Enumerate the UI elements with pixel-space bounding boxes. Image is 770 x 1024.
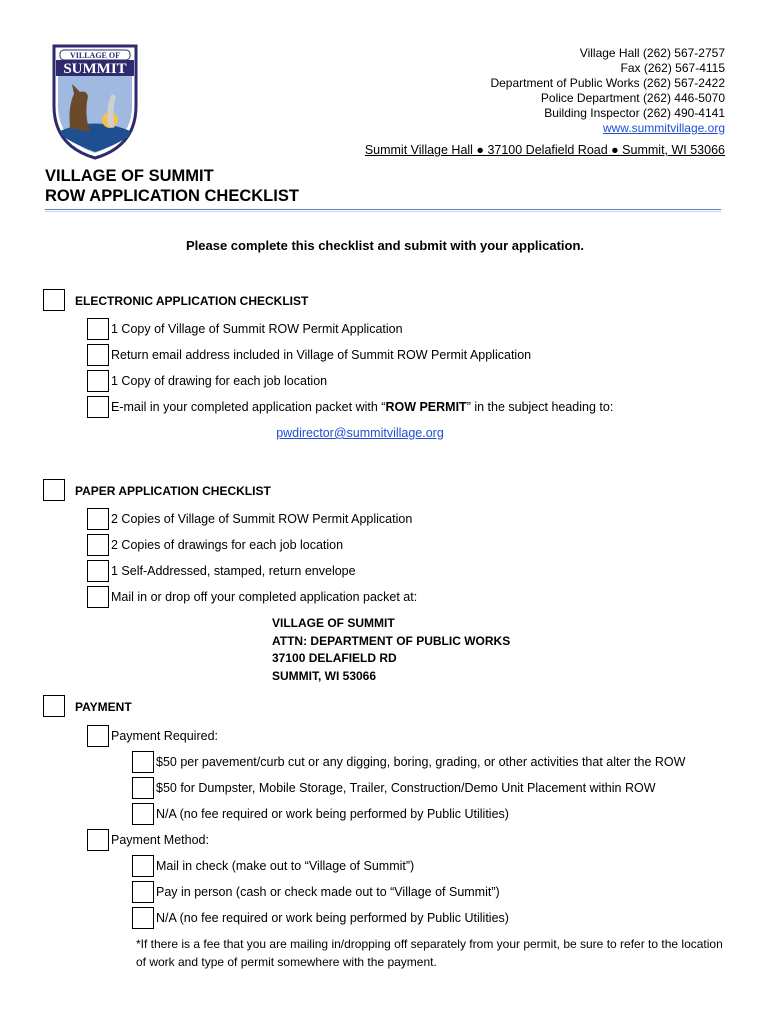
email-item-prefix: E-mail in your completed application packet with “ xyxy=(111,400,386,414)
paper-item: 2 Copies of drawings for each job location xyxy=(111,538,344,552)
electronic-item-checkbox[interactable] xyxy=(87,318,109,340)
payment-method-item-checkbox[interactable] xyxy=(132,881,154,903)
title-divider-light xyxy=(45,211,721,212)
dpw-phone: Department of Public Works (262) 567-2422 xyxy=(490,76,725,90)
village-address: Summit Village Hall ● 37100 Delafield Road ● Summit, WI 53066 xyxy=(364,143,725,157)
paper-item-checkbox[interactable] xyxy=(87,560,109,582)
paper-item-checkbox[interactable] xyxy=(87,586,109,608)
payment-required-item-checkbox[interactable] xyxy=(132,777,154,799)
title-line-2: ROW APPLICATION CHECKLIST xyxy=(45,187,299,205)
pwdirector-email-link[interactable]: pwdirector@summitvillage.org xyxy=(276,426,444,440)
mail-line: 37100 DELAFIELD RD xyxy=(272,651,397,665)
village-hall-phone: Village Hall (262) 567-2757 xyxy=(579,46,725,60)
paper-item-checkbox[interactable] xyxy=(87,534,109,556)
payment-required-item-checkbox[interactable] xyxy=(132,751,154,773)
payment-required-label: Payment Required: xyxy=(111,729,219,743)
payment-method-checkbox[interactable] xyxy=(87,829,109,851)
contact-block xyxy=(490,46,725,136)
payment-required-item: $50 for Dumpster, Mobile Storage, Trailer, Construction/Demo Unit Placement within ROW xyxy=(156,781,656,795)
instruction-text: Please complete this checklist and submit with your application. xyxy=(185,238,585,253)
electronic-item: Return email address included in Village of Summit ROW Permit Application xyxy=(111,348,532,362)
paper-item: Mail in or drop off your completed application packet at: xyxy=(111,590,418,604)
village-logo xyxy=(50,36,140,160)
paper-header: PAPER APPLICATION CHECKLIST xyxy=(75,484,271,498)
payment-method-item: Pay in person (cash or check made out to “Village of Summit”) xyxy=(156,885,500,899)
website-link[interactable]: www.summitvillage.org xyxy=(602,121,725,135)
payment-required-item: $50 per pavement/curb cut or any digging, boring, grading, or other activities that alter the ROW xyxy=(156,755,686,769)
payment-required-item-checkbox[interactable] xyxy=(132,803,154,825)
fax-number: Fax (262) 567-4115 xyxy=(620,61,725,75)
electronic-item-checkbox[interactable] xyxy=(87,370,109,392)
paper-item-checkbox[interactable] xyxy=(87,508,109,530)
payment-header: PAYMENT xyxy=(75,700,132,714)
building-inspector-phone: Building Inspector (262) 490-4141 xyxy=(544,106,725,120)
paper-item: 1 Self-Addressed, stamped, return envelope xyxy=(111,564,356,578)
payment-required-item: N/A (no fee required or work being performed by Public Utilities) xyxy=(156,807,509,821)
mail-line: ATTN: DEPARTMENT OF PUBLIC WORKS xyxy=(272,633,511,648)
mail-line: SUMMIT, WI 53066 xyxy=(272,668,377,683)
paper-item: 2 Copies of Village of Summit ROW Permit Application xyxy=(111,512,413,526)
electronic-item-checkbox[interactable] xyxy=(87,344,109,366)
page-title xyxy=(45,166,299,206)
electronic-item: 1 Copy of Village of Summit ROW Permit Application xyxy=(111,322,403,336)
electronic-checkbox[interactable] xyxy=(43,289,65,311)
title-divider xyxy=(45,209,721,210)
mail-line: VILLAGE OF SUMMIT xyxy=(272,616,395,630)
police-phone: Police Department (262) 446-5070 xyxy=(540,91,725,105)
payment-method-item-checkbox[interactable] xyxy=(132,907,154,929)
electronic-email-item xyxy=(111,400,613,414)
payment-note: *If there is a fee that you are mailing in/dropping off separately from your permit, be sure to refer to the location of work and type of permit somewhere with the payment. xyxy=(136,937,723,969)
payment-method-item: N/A (no fee required or work being performed by Public Utilities) xyxy=(156,911,509,925)
electronic-item: 1 Copy of drawing for each job location xyxy=(111,374,328,388)
payment-required-checkbox[interactable] xyxy=(87,725,109,747)
payment-method-item-checkbox[interactable] xyxy=(132,855,154,877)
payment-method-item: Mail in check (make out to “Village of Summit”) xyxy=(156,859,415,873)
payment-method-label: Payment Method: xyxy=(111,833,209,847)
electronic-header: ELECTRONIC APPLICATION CHECKLIST xyxy=(75,294,309,308)
email-item-suffix: ” in the subject heading to: xyxy=(466,400,614,414)
paper-checkbox[interactable] xyxy=(43,479,65,501)
mailing-address xyxy=(272,615,510,685)
electronic-item-checkbox[interactable] xyxy=(87,396,109,418)
title-line-1: VILLAGE OF SUMMIT xyxy=(45,167,214,185)
logo-top-text: VILLAGE OF xyxy=(69,51,121,60)
email-item-bold: ROW PERMIT xyxy=(385,400,467,414)
logo-main-text: SUMMIT xyxy=(63,61,127,77)
payment-checkbox[interactable] xyxy=(43,695,65,717)
